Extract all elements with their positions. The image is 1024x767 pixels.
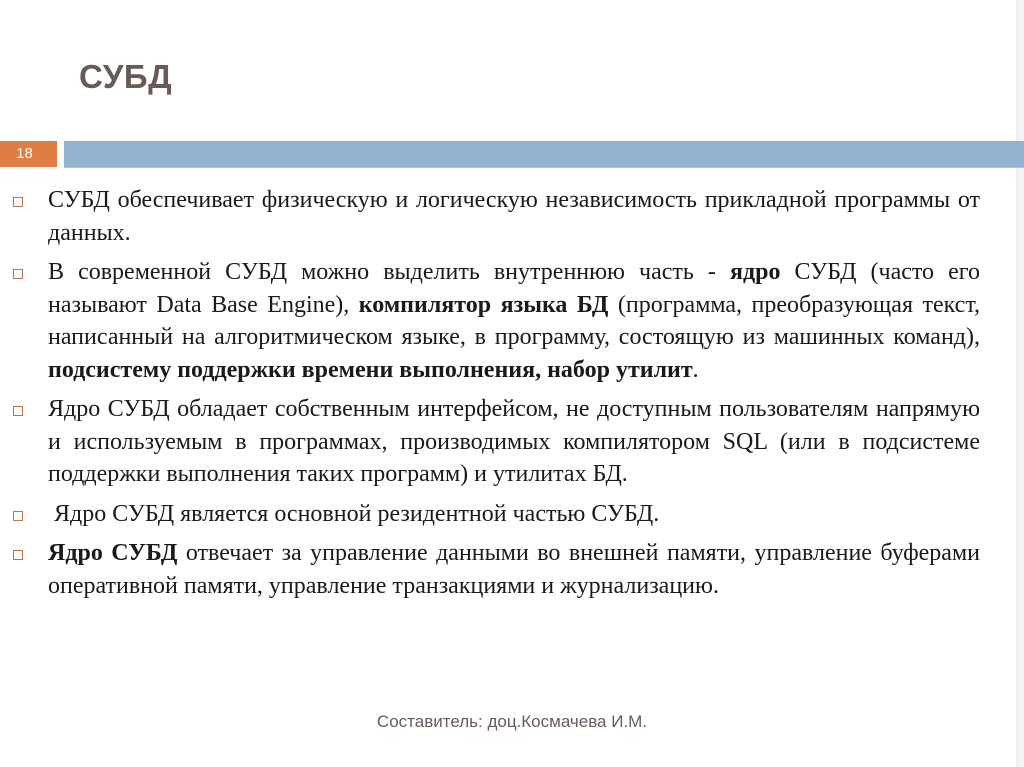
bullet-text-bold: Ядро СУБД bbox=[48, 540, 178, 566]
square-bullet-icon bbox=[13, 269, 23, 279]
bullet-text: СУБД (часто его называют Data Base Engine), bbox=[48, 259, 981, 318]
bullet-text-bold: подсистему поддержки времени выполнения, набор утилит bbox=[48, 356, 693, 383]
bullet-text: Ядро СУБД обладает собственным интерфейсом, не доступным пользователям напрямую и используемым в программах, производимых компилятором SQL (или в подсистеме поддержки выполнения таких программ) и утилитах БД. bbox=[48, 396, 980, 487]
square-bullet-icon bbox=[13, 511, 23, 521]
bullet-text: СУБД обеспечивает физическую и логическую независимость прикладной программы от данных. bbox=[48, 187, 980, 246]
page-number: 18 bbox=[16, 145, 33, 162]
square-bullet-icon bbox=[13, 406, 23, 416]
square-bullet-icon bbox=[13, 197, 23, 207]
bullet-item bbox=[12, 256, 980, 386]
bullet-item bbox=[12, 184, 980, 249]
bullet-text: . bbox=[692, 356, 699, 383]
bullet-item bbox=[12, 537, 980, 602]
bullet-text-bold: ядро bbox=[729, 259, 781, 285]
bullet-text: отвечает за управление данными во внешней памяти, управление буферами оперативной памяти, управление транзакциями и журнализацию. bbox=[48, 540, 980, 599]
footer-author: Составитель: доц.Космачева И.М. bbox=[376, 712, 648, 731]
bullet-item bbox=[12, 393, 980, 491]
bullet-text-bold: компилятор языка БД bbox=[358, 291, 609, 318]
page-number-badge bbox=[0, 141, 57, 167]
bullet-text: (программа, преобразующая текст, написанный на алгоритмическом языке, в программу, состоящую из машинных команд), bbox=[48, 291, 981, 350]
bullet-text: В современной СУБД можно выделить внутреннюю часть - bbox=[48, 259, 730, 285]
bullet-text: Ядро СУБД является основной резидентной частью СУБД. bbox=[48, 500, 660, 527]
bullet-list bbox=[12, 184, 980, 609]
slide-edge-strip bbox=[1016, 0, 1024, 767]
bullet-item bbox=[12, 498, 980, 531]
slide-title: СУБД bbox=[79, 58, 173, 95]
header-divider-bar bbox=[64, 141, 1024, 168]
square-bullet-icon bbox=[13, 550, 23, 560]
